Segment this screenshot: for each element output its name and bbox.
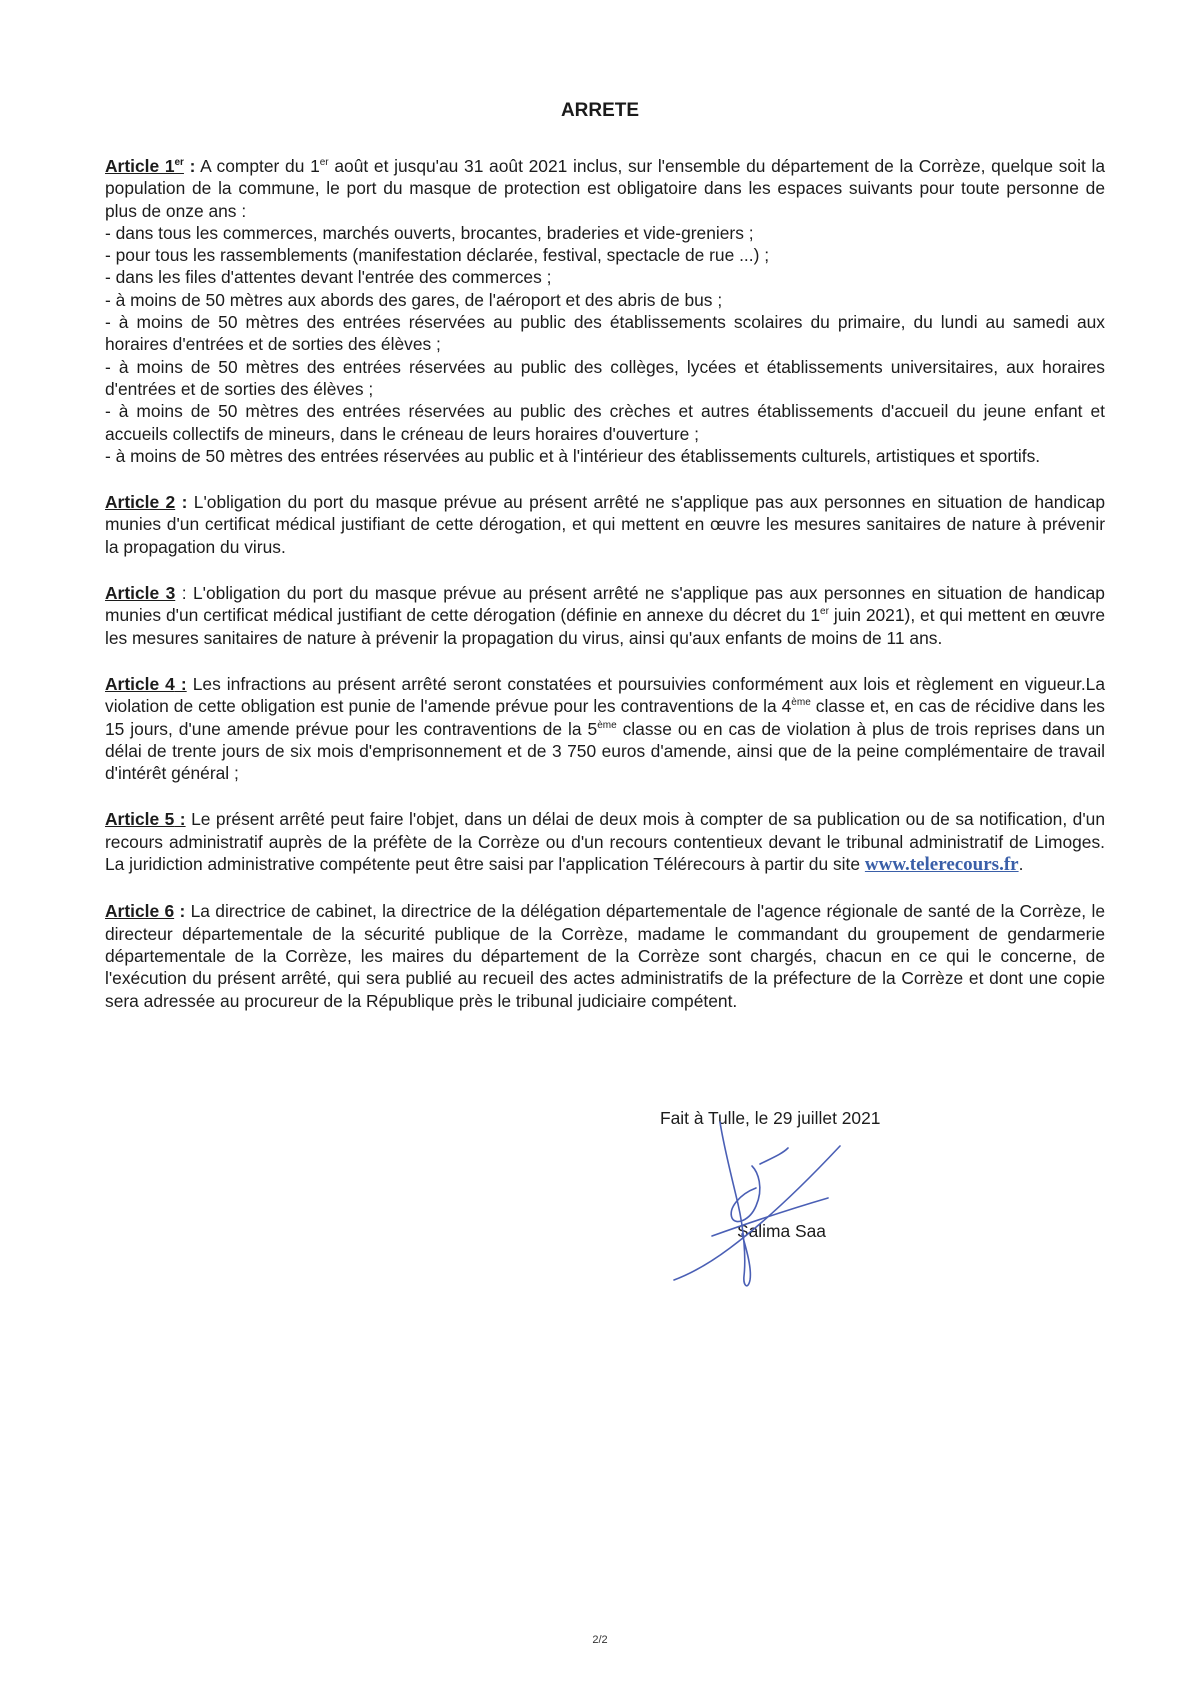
paragraph-gap: [105, 649, 1105, 673]
article-1-label: Article 1er: [105, 156, 184, 176]
page-number: 2/2: [592, 1634, 608, 1646]
signatory-name: Salima Saa: [737, 1221, 826, 1241]
article-6: [105, 900, 1105, 1011]
article-6-separator: :: [174, 901, 186, 922]
article-3: Article 3 : L'obligation du port du masque prévue au présent arrêté ne s'applique pas aux personnes en situation de handicap munies d'un certificat médical justifiant de cette dérogation (définie en annexe du décret du 1er juin 2021), et qui mettent en œuvre les mesures sanitaires de nature à prévenir la propagation du virus, ainsi qu'aux enfants de moins de 11 ans.: [105, 583, 1106, 648]
article-2: [105, 491, 1105, 558]
article-1-separator: :: [183, 156, 196, 176]
article-3-label: Article 3: [105, 583, 176, 604]
document-body: [105, 155, 1105, 1012]
article-3-separator: :: [175, 583, 187, 604]
article-1-item: - dans les files d'attentes devant l'entrée des commerces ;: [105, 267, 552, 288]
place-date: Fait à Tulle, le 29 juillet 2021: [660, 1108, 881, 1128]
signature-block: [660, 1108, 980, 1308]
article-1-item: - à moins de 50 mètres des entrées réservées au public des crèches et autres établissements d'accueil du jeune enfant et accueils collectifs de mineurs, dans le créneau de leurs horaires d'ouverture ;: [105, 401, 1105, 444]
article-5: Article 5 : Le présent arrêté peut faire l'objet, dans un délai de deux mois à compter de sa publication ou de sa notification, d'un recours administratif auprès de la préfète de la Corrèze ou d'un recours contentieux devant le tribunal administratif de Limoges. La juridiction administrative compétente peut être saisi par l'application Télérecours à partir du site www.telerecours.fr.: [105, 809, 1105, 876]
paragraph-gap: [105, 784, 1105, 808]
article-4: Article 4 : Les infractions au présent arrêté seront constatées et poursuivies conformément aux lois et règlement en vigueur.La violation de cette obligation est punie de l'amende prévue pour les contraventions de la 4ème classe et, en cas de récidive dans les 15 jours, d'une amende prévue pour les contraventions de la 5ème classe ou en cas de violation à plus de trois reprises dans un délai de trente jours de six mois d'emprisonnement et de 3 750 euros d'amende, ainsi que de la peine complémentaire de travail d'intérêt général ;: [105, 673, 1106, 784]
handwritten-signature: [660, 1108, 980, 1308]
telerecours-link[interactable]: www.telerecours.fr: [864, 854, 1019, 876]
article-1-intro: Article 1er : A compter du 1er août et jusqu'au 31 août 2021 inclus, sur l'ensemble du département de la Corrèze, quelque soit la population de la commune, le port du masque de protection est obligatoire dans les espaces suivants pour toute personne de plus de onze ans :: [105, 156, 1106, 221]
article-6-label: Article 6: [105, 901, 175, 922]
article-6-text: La directrice de cabinet, la directrice de la délégation départementale de l'agence régionale de santé de la Corrèze, le directeur départementale de la sécurité publique de la Corrèze, madame le commandant du groupement de gendarmerie départementale de la Corrèze, les maires du département de la Corrèze sont chargés, chacun en ce qui le concerne, de l'exécution du présent arrêté, qui sera publié au recueil des actes administratifs de la préfecture de la Corrèze et dont une copie sera adressée au procureur de la République près le tribunal judiciaire compétent.: [105, 901, 1106, 1011]
article-5-label: Article 5 :: [105, 809, 186, 830]
article-2-text: L'obligation du port du masque prévue au présent arrêté ne s'applique pas aux personnes en situation de handicap munies d'un certificat médical justifiant de cette dérogation, et qui mettent en œuvre les mesures sanitaires de nature à prévenir la propagation du virus.: [105, 492, 1105, 557]
article-2-separator: :: [175, 492, 188, 513]
article-1-item: - à moins de 50 mètres des entrées réservées au public des établissements scolaires du primaire, du lundi au samedi aux horaires d'entrées et de sorties des élèves ;: [105, 312, 1105, 355]
paragraph-gap: [105, 467, 1105, 491]
document-title: ARRETE: [560, 100, 640, 121]
article-1-item: - à moins de 50 mètres aux abords des gares, de l'aéroport et des abris de bus ;: [105, 289, 723, 310]
article-1-item: - pour tous les rassemblements (manifestation déclarée, festival, spectacle de rue ...) ;: [105, 245, 770, 266]
paragraph-gap: [105, 876, 1105, 900]
article-1: [105, 155, 1105, 467]
article-1-item: - à moins de 50 mètres des entrées réservées au public et à l'intérieur des établissements culturels, artistiques et sportifs.: [105, 445, 1041, 466]
article-1-item: - dans tous les commerces, marchés ouverts, brocantes, braderies et vide-greniers ;: [105, 222, 754, 243]
article-1-item: - à moins de 50 mètres des entrées réservées au public des collèges, lycées et établissements universitaires, aux horaires d'entrées et de sorties des élèves ;: [105, 356, 1105, 399]
article-2-label: Article 2: [105, 492, 176, 513]
article-4-label: Article 4 :: [105, 673, 187, 694]
paragraph-gap: [105, 558, 1105, 582]
